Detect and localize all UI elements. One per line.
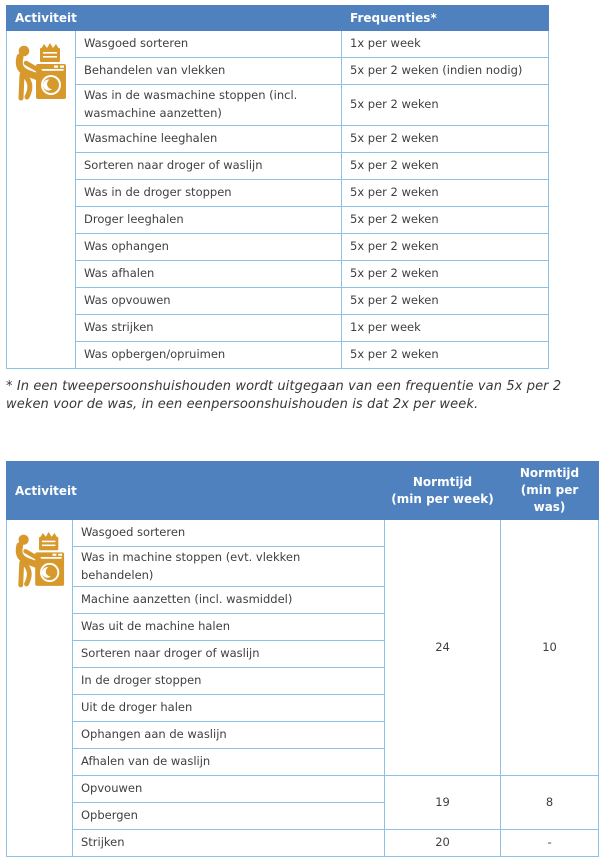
table-row <box>7 58 549 85</box>
activity-cell: Was afhalen <box>76 260 342 287</box>
frequency-cell: 5x per 2 weken <box>342 287 549 314</box>
activity-cell: Behandelen van vlekken <box>76 58 342 85</box>
table-row <box>7 830 599 857</box>
activity-cell: Was in de droger stoppen <box>76 179 342 206</box>
header-line: (min per week) <box>391 491 494 506</box>
activity-cell: Sorteren naar droger of waslijn <box>73 641 385 668</box>
activity-cell: Uit de droger halen <box>73 695 385 722</box>
table-row <box>7 233 549 260</box>
frequency-cell: 5x per 2 weken <box>342 341 549 368</box>
table-row <box>7 31 549 58</box>
activity-cell: Wasgoed sorteren <box>73 519 385 546</box>
laundry-icon-cell <box>7 31 76 369</box>
normtime-week-cell: 19 <box>385 776 501 830</box>
activity-cell: Afhalen van de waslijn <box>73 749 385 776</box>
frequency-cell: 5x per 2 weken <box>342 179 549 206</box>
table-row <box>7 125 549 152</box>
laundry-person-washing-machine-icon <box>14 39 68 101</box>
header-line: Normtijd <box>412 474 473 489</box>
frequency-cell: 5x per 2 weken <box>342 85 549 126</box>
activity-cell: Was opbergen/opruimen <box>76 341 342 368</box>
table-row <box>7 776 599 803</box>
header-line: Normtijd <box>519 466 580 481</box>
activity-cell: Was uit de machine halen <box>73 614 385 641</box>
table-row <box>7 85 549 126</box>
activity-cell: Wasgoed sorteren <box>76 31 342 58</box>
activity-cell: Ophangen aan de waslijn <box>73 722 385 749</box>
activity-cell: Was in de wasmachine stoppen (incl. wasmachine aanzetten) <box>76 85 342 126</box>
frequency-cell: 5x per 2 weken <box>342 206 549 233</box>
activity-cell: Was strijken <box>76 314 342 341</box>
normtime-table <box>6 461 599 857</box>
normtime-week-cell: 24 <box>385 519 501 776</box>
table-row <box>7 260 549 287</box>
activity-cell: In de droger stoppen <box>73 668 385 695</box>
activity-cell: Sorteren naar droger of waslijn <box>76 152 342 179</box>
column-header-frequenties: Frequenties* <box>342 6 549 31</box>
normtime-week-cell: 20 <box>385 830 501 857</box>
table-row <box>7 519 599 546</box>
frequency-cell: 1x per week <box>342 314 549 341</box>
normtime-was-cell: 8 <box>501 776 599 830</box>
table-row <box>7 152 549 179</box>
activity-cell: Was opvouwen <box>76 287 342 314</box>
activity-cell: Wasmachine leeghalen <box>76 125 342 152</box>
activity-cell: Droger leeghalen <box>76 206 342 233</box>
table-row <box>7 179 549 206</box>
frequency-cell: 1x per week <box>342 31 549 58</box>
activity-cell: Was ophangen <box>76 233 342 260</box>
frequency-table <box>6 5 549 369</box>
column-header-normtijd-was <box>501 462 599 519</box>
frequency-table-header <box>7 6 549 31</box>
frequency-cell: 5x per 2 weken <box>342 260 549 287</box>
activity-cell: Strijken <box>73 830 385 857</box>
normtime-table-header <box>7 462 599 519</box>
table-row <box>7 287 549 314</box>
table-row <box>7 341 549 368</box>
column-header-normtijd-week <box>385 462 501 519</box>
frequency-cell: 5x per 2 weken <box>342 233 549 260</box>
activity-cell: Opvouwen <box>73 776 385 803</box>
frequency-cell: 5x per 2 weken (indien nodig) <box>342 58 549 85</box>
footnote: * In een tweepersoonshuishouden wordt uitgegaan van een frequentie van 5x per 2 weken voor de was, in een eenpersoonshuishouden is dat 2x per week. <box>6 378 562 413</box>
laundry-icon-cell <box>7 519 73 857</box>
table-row <box>7 206 549 233</box>
activity-cell: Was in machine stoppen (evt. vlekken behandelen) <box>73 546 385 587</box>
header-line: (min per was) <box>520 483 579 514</box>
column-header-activiteit: Activiteit <box>7 6 342 31</box>
column-header-activiteit: Activiteit <box>7 462 385 519</box>
laundry-person-washing-machine-icon <box>14 528 66 588</box>
frequency-cell: 5x per 2 weken <box>342 125 549 152</box>
frequency-cell: 5x per 2 weken <box>342 152 549 179</box>
activity-cell: Opbergen <box>73 803 385 830</box>
activity-cell: Machine aanzetten (incl. wasmiddel) <box>73 587 385 614</box>
table-row <box>7 314 549 341</box>
normtime-was-cell: - <box>501 830 599 857</box>
normtime-was-cell: 10 <box>501 519 599 776</box>
